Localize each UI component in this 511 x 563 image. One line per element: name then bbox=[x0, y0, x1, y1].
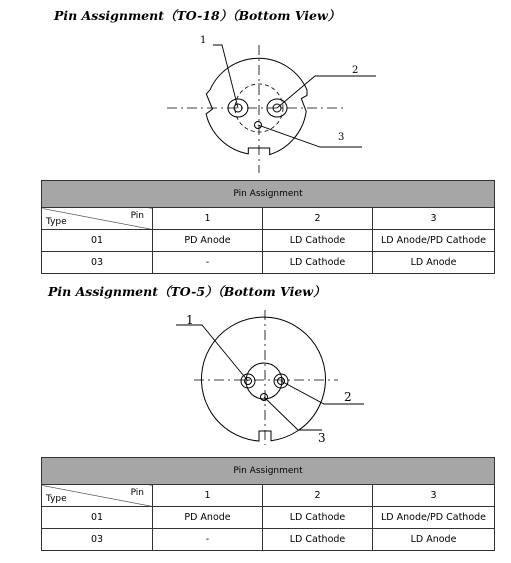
to18-pin-number-1: 1 bbox=[153, 208, 263, 230]
table-row bbox=[42, 529, 495, 551]
to5-row1-pin3: LD Anode/PD Cathode bbox=[373, 507, 495, 529]
to5-row2-pin3: LD Anode bbox=[373, 529, 495, 551]
to18-row2-pin2: LD Cathode bbox=[263, 252, 373, 274]
table-row bbox=[42, 252, 495, 274]
to18-row1-pin2: LD Cathode bbox=[263, 230, 373, 252]
to18-type-pin-cell bbox=[42, 208, 153, 230]
to5-pin-number-3: 3 bbox=[373, 485, 495, 507]
to18-table-header: Pin Assignment bbox=[42, 181, 495, 208]
to5-leader-1 bbox=[176, 325, 248, 381]
to5-callout-2: 2 bbox=[344, 390, 352, 404]
to5-row1-pin1: PD Anode bbox=[153, 507, 263, 529]
to18-bottom-view-diagram bbox=[0, 25, 511, 180]
to18-leader-2 bbox=[277, 76, 376, 108]
table-row bbox=[42, 507, 495, 529]
to5-pin-number-2: 2 bbox=[263, 485, 373, 507]
to5-type-label: Type bbox=[46, 494, 67, 504]
to18-row1-pin3: LD Anode/PD Cathode bbox=[373, 230, 495, 252]
to18-package-outline bbox=[206, 58, 307, 154]
to5-row2-pin2: LD Cathode bbox=[263, 529, 373, 551]
to18-pin-number-3: 3 bbox=[373, 208, 495, 230]
to5-row1-type: 01 bbox=[42, 507, 153, 529]
to18-row1-pin1: PD Anode bbox=[153, 230, 263, 252]
to18-row2-pin1: - bbox=[153, 252, 263, 274]
to5-leader-3 bbox=[264, 397, 322, 430]
to18-pin-label: Pin bbox=[130, 211, 144, 221]
to18-row2-type: 03 bbox=[42, 252, 153, 274]
to5-callout-3: 3 bbox=[318, 431, 326, 445]
to5-table-header: Pin Assignment bbox=[42, 458, 495, 485]
section-title-to5: Pin Assignment（TO-5）（Bottom View） bbox=[48, 284, 326, 299]
to18-row2-pin3: LD Anode bbox=[373, 252, 495, 274]
to5-row2-pin1: - bbox=[153, 529, 263, 551]
to5-row2-type: 03 bbox=[42, 529, 153, 551]
section-title-to18: Pin Assignment（TO-18）（Bottom View） bbox=[54, 8, 341, 23]
to5-package-outline bbox=[201, 317, 325, 441]
to18-leader-3 bbox=[258, 125, 362, 147]
table-row bbox=[42, 230, 495, 252]
to5-pin-number-1: 1 bbox=[153, 485, 263, 507]
to5-bottom-view-diagram bbox=[0, 305, 511, 455]
to18-leader-1 bbox=[213, 45, 238, 108]
to5-pin-label: Pin bbox=[130, 488, 144, 498]
to5-callout-1: 1 bbox=[186, 313, 194, 327]
to18-callout-2: 2 bbox=[352, 65, 359, 76]
to18-callout-1: 1 bbox=[200, 35, 207, 46]
to5-pin-table bbox=[41, 457, 495, 551]
to18-pin-number-2: 2 bbox=[263, 208, 373, 230]
to18-pin-table bbox=[41, 180, 495, 274]
to18-row1-type: 01 bbox=[42, 230, 153, 252]
to5-row1-pin2: LD Cathode bbox=[263, 507, 373, 529]
to5-type-pin-cell bbox=[42, 485, 153, 507]
to18-callout-3: 3 bbox=[338, 132, 345, 143]
to18-type-label: Type bbox=[46, 217, 67, 227]
